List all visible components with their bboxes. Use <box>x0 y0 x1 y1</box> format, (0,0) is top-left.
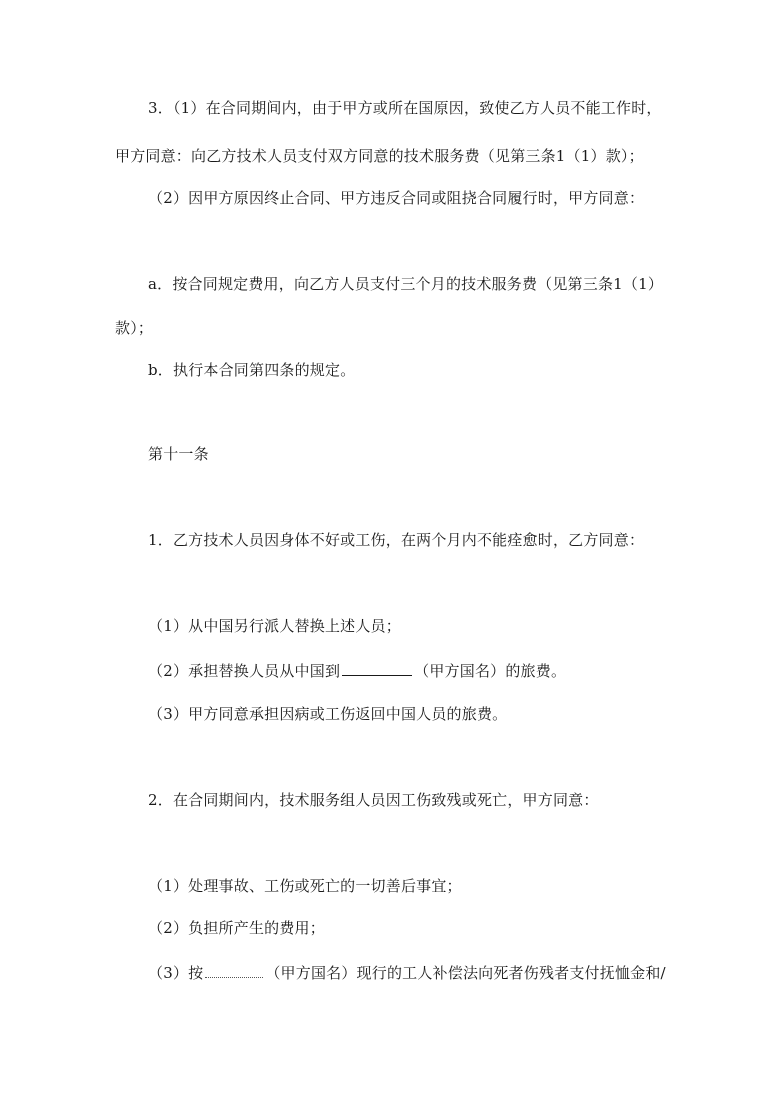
clause-11-1-2 <box>148 660 566 681</box>
item-a-line1: a．按合同规定费用，向乙方人员支付三个月的技术服务费（见第三条1（1） <box>148 275 664 293</box>
clause-11-2-3 <box>148 962 666 983</box>
clause-11-2-3-prefix: （3）按 <box>148 964 204 982</box>
clause-11-2: 2．在合同期间内，技术服务组人员因工伤致残或死亡，甲方同意： <box>148 791 599 809</box>
country-blank-1 <box>342 660 412 676</box>
clause-11-2-2: （2）负担所产生的费用； <box>148 919 325 937</box>
clause-11-2-3-suffix: （甲方国名）现行的工人补偿法向死者伤残者支付抚恤金和/ <box>265 964 666 982</box>
clause-11-1-2-prefix: （2）承担替换人员从中国到 <box>148 662 341 680</box>
clause-11-2-1: （1）处理事故、工伤或死亡的一切善后事宜； <box>148 877 462 895</box>
clause-3-2: （2）因甲方原因终止合同、甲方违反合同或阻挠合同履行时，甲方同意： <box>148 189 645 207</box>
article-11-heading: 第十一条 <box>148 445 209 463</box>
clause-11-1-1: （1）从中国另行派人替换上述人员； <box>148 617 401 635</box>
item-b: b．执行本合同第四条的规定。 <box>148 361 356 379</box>
country-blank-2 <box>205 962 263 978</box>
clause-11-1-3: （3）甲方同意承担因病或工伤返回中国人员的旅费。 <box>148 705 508 723</box>
clause-3-1-line1: 3．（1）在合同期间内，由于甲方或所在国原因，致使乙方人员不能工作时， <box>148 99 662 117</box>
clause-11-1: 1．乙方技术人员因身体不好或工伤，在两个月内不能痊愈时，乙方同意： <box>148 531 645 549</box>
item-a-line2: 款）； <box>115 319 154 337</box>
clause-3-1-line2: 甲方同意：向乙方技术人员支付双方同意的技术服务费（见第三条1（1）款）； <box>115 147 644 165</box>
clause-11-1-2-suffix: （甲方国名）的旅费。 <box>414 662 567 680</box>
